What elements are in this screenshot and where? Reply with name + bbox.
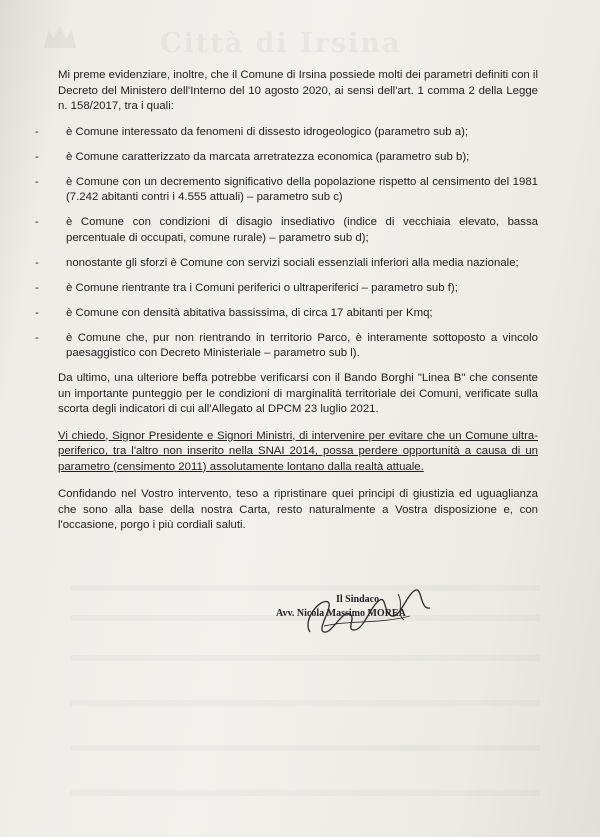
list-item: - è Comune rientrante tra i Comuni periferici o ultraperiferici – parametro sub f); [58, 281, 538, 297]
request-paragraph: Vi chiedo, Signor Presidente e Signori Ministri, di intervenire per evitare che un Comune ultra-periferico, tra l'altro non inserito nella SNAI 2014, possa perdere opportunità a causa di un parametro (censimento 2011) assolutamente lontano dalla realtà attuale. [58, 429, 538, 473]
list-item: - è Comune con densità abitativa bassissima, di circa 17 abitanti per Kmq; [58, 306, 538, 322]
intro-paragraph: Mi preme evidenziare, inoltre, che il Comune di Irsina possiede molti dei parametri definiti con il Decreto del Ministero dell'Interno del 10 agosto 2020, ai sensi dell'art. 1 comma 2 della Legge n. 158/2017, tra i quali: [58, 69, 538, 112]
bleed-through-line [70, 655, 540, 661]
dash-bullet: - [35, 216, 39, 228]
letter-body [35, 68, 538, 534]
bleed-through-line [70, 700, 540, 706]
bleed-through-line [70, 745, 540, 751]
list-item: - è Comune con condizioni di disagio insediativo (indice di vecchiaia elevato, bassa percentuale di occupati, comune rurale) – parametro sub d); [35, 216, 538, 244]
dash-bullet: - [35, 175, 39, 188]
dash-bullet: - [35, 150, 39, 163]
dash-bullet: - [35, 331, 39, 344]
letterhead-watermark: Città di Irsina [160, 28, 402, 59]
dash-bullet: - [35, 281, 39, 294]
signatory-name: Avv. Nicola Massimo MOREA [276, 608, 406, 619]
list-item: - è Comune caratterizzato da marcata arretratezza economica (parametro sub b); [58, 150, 538, 166]
dash-bullet: - [35, 306, 39, 319]
signature-block [270, 580, 470, 640]
closing-paragraph: Confidando nel Vostro intervento, teso a ripristinare quei principi di giustizia ed uguaglianza che sono alla base della nostra Carta, resto naturalmente a Vostra disposizione e, con l'occasione, porgo i più cordiali saluti. [58, 488, 538, 531]
list-item: - è Comune interessato da fenomeni di dissesto idrogeologico (parametro sub a); [58, 125, 538, 141]
borghi-paragraph: Da ultimo, una ulteriore beffa potrebbe verificarsi con il Bando Borghi "Linea B" che consente un importante punteggio per le condizioni di marginalità territoriale dei Comuni, verificate sulla scorta degli indicatori di cui all'Allegato al DPCM 23 luglio 2021. [58, 372, 538, 415]
signatory-title: Il Sindaco [336, 594, 380, 605]
parameter-list [35, 125, 538, 362]
list-item: - è Comune con un decremento significativo della popolazione rispetto al censimento del 1981 (7.242 abitanti contri i 4.555 attuali) – parametro sub c) [35, 175, 538, 203]
bleed-through-line [70, 790, 540, 796]
dash-bullet: - [35, 256, 39, 269]
list-item: - è Comune che, pur non rientrando in territorio Parco, è interamente sottoposto a vincolo paesaggistico con Decreto Ministeriale – parametro sub l). [35, 331, 538, 359]
list-item: - nonostante gli sforzi è Comune con servizi sociali essenziali inferiori alla media nazionale; [58, 256, 538, 272]
dash-bullet: - [35, 125, 39, 138]
city-crest-icon [40, 22, 80, 52]
